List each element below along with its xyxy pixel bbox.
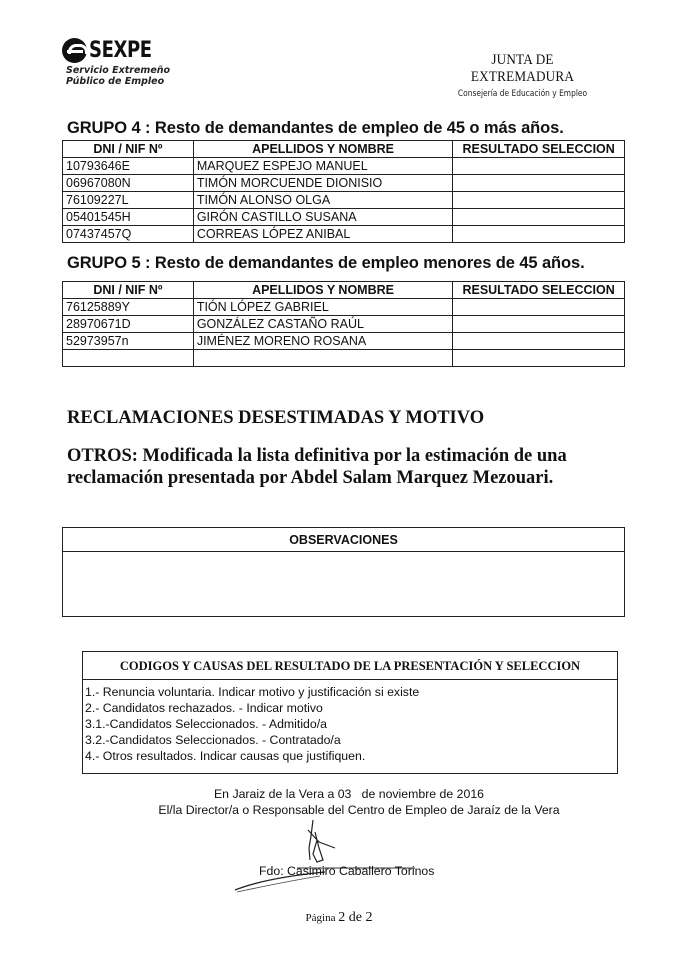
sexpe-logo — [62, 38, 170, 87]
col-dni: DNI / NIF Nº — [63, 141, 194, 158]
cell-nombre: JIMÉNEZ MORENO ROSANA — [193, 333, 452, 350]
cell-resultado — [453, 316, 625, 333]
list-item: 1.- Renuncia voluntaria. Indicar motivo y justificación si existe — [85, 685, 420, 699]
sexpe-e-icon — [62, 38, 87, 63]
col-nombre: APELLIDOS Y NOMBRE — [193, 282, 452, 299]
cell-resultado — [453, 299, 625, 316]
otros-paragraph — [67, 445, 627, 489]
col-resultado: RESULTADO SELECCION — [453, 282, 625, 299]
table-header-row — [63, 282, 625, 299]
cell-nombre: TIMÓN ALONSO OLGA — [193, 192, 452, 209]
table-row — [63, 226, 625, 243]
cell-dni — [63, 350, 194, 367]
cell-dni: 07437457Q — [63, 226, 194, 243]
junta-subtitle: Consejería de Educación y Empleo — [457, 89, 588, 99]
cell-dni: 06967080N — [63, 175, 194, 192]
cell-dni: 10793646E — [63, 158, 194, 175]
list-item: 4.- Otros resultados. Indicar causas que justifiquen. — [85, 749, 366, 763]
table-row — [63, 316, 625, 333]
col-dni: DNI / NIF Nº — [63, 282, 194, 299]
col-resultado: RESULTADO SELECCION — [453, 141, 625, 158]
table-header-row — [63, 141, 625, 158]
list-item: 3.1.-Candidatos Seleccionados. - Admitido/a — [85, 717, 327, 731]
signed-by: Fdo: Casimiro Caballero Torinos — [259, 864, 435, 878]
otros-line1: OTROS: Modificada la lista definitiva por la estimación de una — [67, 446, 567, 466]
page-number — [0, 910, 678, 926]
list-item: 3.2.-Candidatos Seleccionados. - Contratado/a — [85, 733, 341, 747]
place-date: En Jaraiz de la Vera a 03 de noviembre de 2016 — [213, 787, 485, 801]
sexpe-logo-text: SEXPE — [89, 38, 152, 63]
cell-nombre — [193, 350, 452, 367]
cell-resultado — [453, 175, 625, 192]
cell-dni: 05401545H — [63, 209, 194, 226]
cell-resultado — [453, 350, 625, 367]
sexpe-subtitle-line1: Servicio Extremeño — [66, 65, 171, 76]
cell-dni: 28970671D — [63, 316, 194, 333]
table-row — [63, 209, 625, 226]
grupo5-table — [62, 281, 625, 367]
cell-nombre: TIMÓN MORCUENDE DIONISIO — [193, 175, 452, 192]
table-row — [63, 333, 625, 350]
page-count: 2 de 2 — [338, 910, 373, 925]
signature-icon — [215, 818, 415, 898]
page-word: Página — [305, 912, 336, 924]
cell-nombre: GIRÓN CASTILLO SUSANA — [193, 209, 452, 226]
codigos-box — [82, 651, 618, 774]
table-row — [63, 299, 625, 316]
cell-resultado — [453, 192, 625, 209]
table-row — [63, 350, 625, 367]
codigos-heading: CODIGOS Y CAUSAS DEL RESULTADO DE LA PRESENTACIÓN Y SELECCION — [83, 652, 617, 680]
reclamaciones-heading: RECLAMACIONES DESESTIMADAS Y MOTIVO — [67, 408, 485, 428]
observaciones-box — [62, 527, 625, 617]
sexpe-subtitle-line2: Público de Empleo — [66, 76, 165, 87]
table-row — [63, 158, 625, 175]
cell-dni: 76125889Y — [63, 299, 194, 316]
director-line: El/la Director/a o Responsable del Centro de Empleo de Jaraíz de la Vera — [158, 803, 560, 817]
grupo5-title: GRUPO 5 : Resto de demandantes de empleo menores de 45 años. — [67, 254, 585, 272]
cell-resultado — [453, 333, 625, 350]
cell-dni: 76109227L — [63, 192, 194, 209]
junta-logo — [435, 52, 610, 99]
cell-nombre: MARQUEZ ESPEJO MANUEL — [193, 158, 452, 175]
list-item: 2.- Candidatos rechazados. - Indicar motivo — [85, 701, 323, 715]
cell-nombre: TIÓN LÓPEZ GABRIEL — [193, 299, 452, 316]
cell-resultado — [453, 209, 625, 226]
junta-title: JUNTA DE EXTREMADURA — [470, 52, 575, 85]
table-row — [63, 175, 625, 192]
col-nombre: APELLIDOS Y NOMBRE — [193, 141, 452, 158]
sexpe-subtitle — [66, 65, 170, 87]
otros-line2: reclamación presentada por Abdel Salam Marquez Mezouari. — [67, 468, 554, 488]
codigos-list — [83, 680, 617, 764]
cell-dni: 52973957n — [63, 333, 194, 350]
cell-resultado — [453, 226, 625, 243]
grupo4-table — [62, 140, 625, 243]
observaciones-heading: OBSERVACIONES — [63, 528, 624, 552]
table-row — [63, 192, 625, 209]
cell-resultado — [453, 158, 625, 175]
grupo4-title: GRUPO 4 : Resto de demandantes de empleo de 45 o más años. — [67, 119, 564, 137]
cell-nombre: GONZÁLEZ CASTAÑO RAÚL — [193, 316, 452, 333]
cell-nombre: CORREAS LÓPEZ ANIBAL — [193, 226, 452, 243]
